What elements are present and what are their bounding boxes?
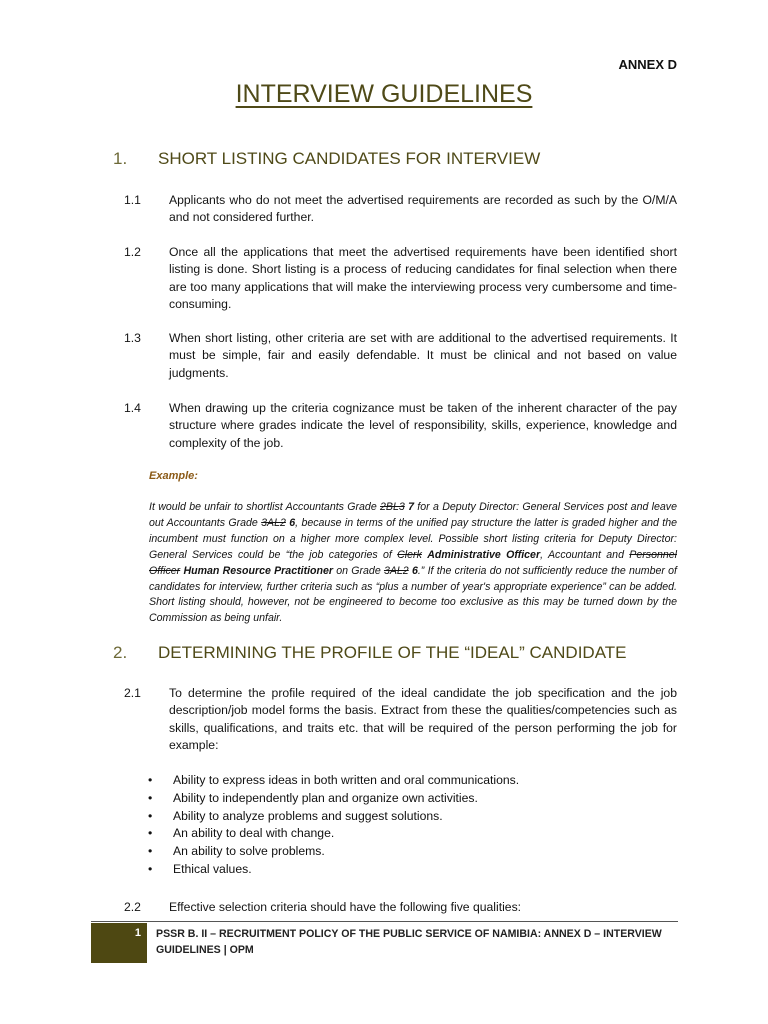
new-title: Administrative Officer [427, 548, 541, 561]
list-item [148, 843, 519, 861]
list-item-text: Ability to analyze problems and suggest solutions. [173, 808, 443, 823]
struck-title: Clerk [397, 548, 422, 561]
paragraph-number: 1.1 [124, 193, 141, 207]
list-item [148, 825, 519, 843]
new-grade: 6 [289, 516, 296, 529]
paragraph-text: When drawing up the criteria cognizance must be taken of the inherent character of the pay structure where grades indicate the level of responsibility, skills, experience, knowledge and complexity of the job. [169, 401, 677, 450]
competency-list [148, 772, 519, 879]
annex-label: ANNEX D [618, 57, 677, 72]
paragraph-2-1 [124, 685, 677, 754]
bullet-icon: • [148, 826, 153, 841]
example-segment: for a Deputy Director: General Services post and leave out Accountants Grade [149, 501, 677, 529]
bullet-icon: • [148, 808, 153, 823]
footer-divider [91, 921, 678, 922]
list-item-text: Ability to independently plan and organize own activities. [173, 790, 478, 805]
bullet-icon: • [148, 773, 153, 787]
list-item-text: An ability to deal with change. [173, 826, 335, 841]
paragraph-1-3 [124, 330, 677, 382]
footer-text: PSSR B. II – RECRUITMENT POLICY OF THE PUBLIC SERVICE OF NAMIBIA: ANNEX D – INTERVIEW GUIDELINES | OPM [156, 928, 662, 956]
bullet-icon: • [148, 790, 153, 805]
section-number: 2. [113, 643, 128, 662]
list-item-text: Ability to express ideas in both written and oral communications. [173, 773, 520, 787]
page-number-box [91, 923, 147, 963]
paragraph-number: 2.1 [124, 686, 141, 700]
paragraph-1-1 [124, 192, 677, 227]
example-segment: on Grade [333, 564, 384, 577]
paragraph-number: 1.2 [124, 245, 141, 259]
paragraph-number: 1.4 [124, 401, 141, 415]
paragraph-1-4 [124, 400, 677, 452]
page-title: INTERVIEW GUIDELINES [235, 80, 533, 108]
new-grade: 6 [411, 564, 418, 577]
list-item-text: An ability to solve problems. [173, 844, 325, 859]
new-grade: 7 [408, 501, 414, 513]
new-title: Human Resource Practitioner [183, 564, 333, 577]
struck-title: Personnel Officer [149, 548, 677, 577]
struck-grade: 3AL2 [261, 516, 286, 529]
list-item [148, 861, 519, 879]
example-segment: .” If the criteria do not sufficiently reduce the number of candidates for interview, further criteria such as “plus a number of year's appropriate experience” can be added. Short listing should, however, not be engineered to become too exclusive as this may be turned down by the Commission as being unfair. [149, 564, 677, 625]
section-title: SHORT LISTING CANDIDATES FOR INTERVIEW [158, 149, 541, 168]
example-segment: It would be unfair to shortlist Accountants Grade [149, 501, 381, 513]
section-title: DETERMINING THE PROFILE OF THE “IDEAL” CANDIDATE [158, 643, 627, 662]
paragraph-text: Applicants who do not meet the advertised requirements are recorded as such by the O/M/A and not considered further. [169, 193, 677, 225]
paragraph-text: To determine the profile required of the ideal candidate the job specification and the job description/job model forms the basis. Extract from these the qualities/competencies such as skills, qualifications, and traits etc. that will be required of the person performing the job for example: [169, 686, 677, 752]
bullet-icon: • [148, 844, 153, 859]
section-number: 1. [113, 149, 128, 168]
list-item [148, 790, 519, 808]
example-text [149, 500, 677, 627]
struck-grade: 3AL2 [383, 564, 409, 577]
paragraph-text: Once all the applications that meet the advertised requirements have been identified short listing is done. Short listing is a process of reducing candidates for final selection when there are too many applications that will make the interviewing process very cumbersome and time-consuming. [169, 245, 677, 311]
page-number: 1 [134, 927, 141, 939]
example-label: Example: [149, 470, 198, 482]
example-segment: , because in terms of the unified pay structure the latter is graded higher and the incumbent must function on a higher more complex level. Possible short listing criteria for Deputy Director: General Services could be “the job categories of [149, 516, 677, 561]
paragraph-number: 1.3 [124, 331, 141, 345]
paragraph-2-2 [124, 899, 677, 916]
list-item [148, 808, 519, 826]
example-segment: , Accountant and [540, 548, 630, 561]
list-item [148, 772, 519, 790]
paragraph-number: 2.2 [124, 900, 141, 914]
section-1-heading [113, 149, 540, 169]
bullet-icon: • [148, 861, 153, 876]
list-item-text: Ethical values. [173, 861, 252, 876]
paragraph-1-2 [124, 244, 677, 313]
struck-grade: 2BL3 [380, 501, 405, 513]
paragraph-text: When short listing, other criteria are set with are additional to the advertised requirements. It must be simple, fair and easily defendable. It must be clinical and not based on value judgments. [169, 331, 677, 380]
paragraph-text: Effective selection criteria should have the following five qualities: [169, 900, 522, 914]
section-2-heading [113, 643, 627, 663]
